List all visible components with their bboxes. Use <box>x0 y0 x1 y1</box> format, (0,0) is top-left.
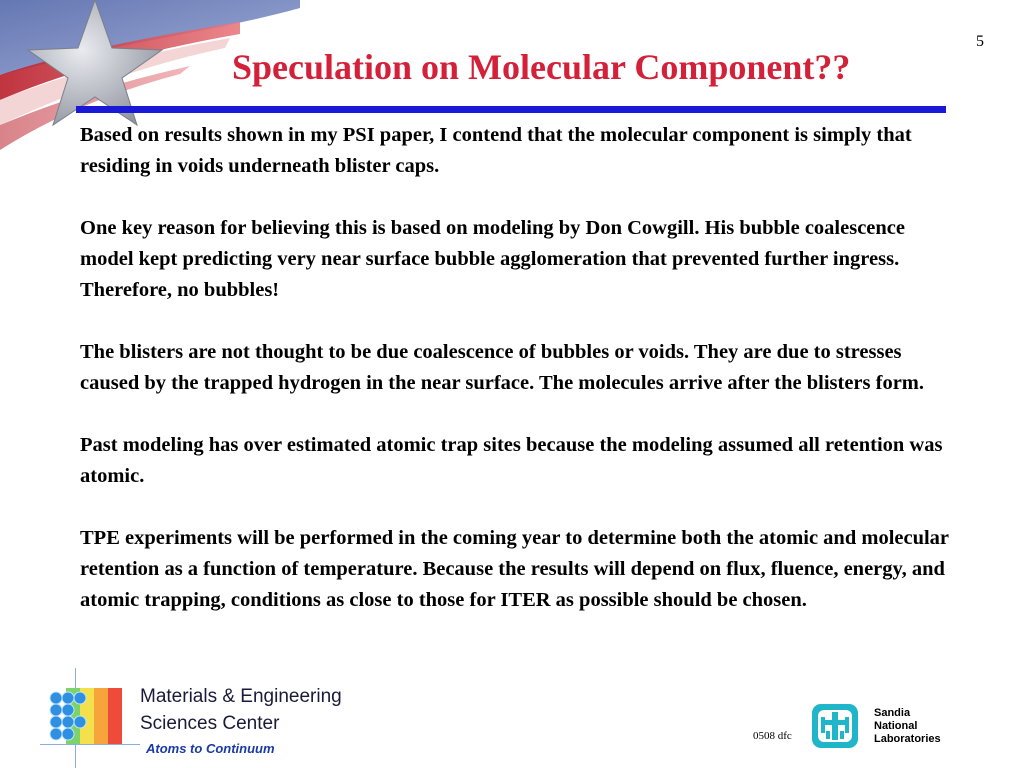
body-paragraph: One key reason for believing this is based on modeling by Don Cowgill. His bubble coalescence model kept predicting very near surface bubble agglomeration that prevented further ingress. Therefore, no bubbles! <box>80 217 906 301</box>
lab-name-line3: Laboratories <box>874 733 941 745</box>
body-paragraph: TPE experiments will be performed in the coming year to determine both the atomic and molecular retention as a function of temperature. Because the results will depend on flux, fluence, energy, and atomic trapping, conditions as close to those for ITER as possible should be chosen. <box>80 527 949 611</box>
title-divider <box>76 106 946 113</box>
slide-body <box>80 120 960 616</box>
lab-name-line1: Sandia <box>874 707 911 719</box>
body-paragraph: Based on results shown in my PSI paper, I contend that the molecular component is simply that residing in voids underneath blister caps. <box>80 124 912 177</box>
center-name-line1: Materials & Engineering <box>140 686 342 707</box>
sandia-thunderbird-icon <box>811 703 859 749</box>
slide-title: Speculation on Molecular Component?? <box>232 47 851 87</box>
footer-divider-horizontal <box>40 744 140 745</box>
page-number: 5 <box>976 33 984 50</box>
center-tagline: Atoms to Continuum <box>146 741 275 756</box>
lab-name-line2: National <box>874 720 918 732</box>
mesc-logo-icon <box>48 688 128 744</box>
center-name-line2: Sciences Center <box>140 713 280 734</box>
body-paragraph: Past modeling has over estimated atomic trap sites because the modeling assumed all retention was atomic. <box>80 434 943 487</box>
document-code: 0508 dfc <box>753 730 792 742</box>
body-paragraph: The blisters are not thought to be due coalescence of bubbles or voids. They are due to stresses caused by the trapped hydrogen in the near surface. The molecules arrive after the blisters form. <box>80 341 925 394</box>
